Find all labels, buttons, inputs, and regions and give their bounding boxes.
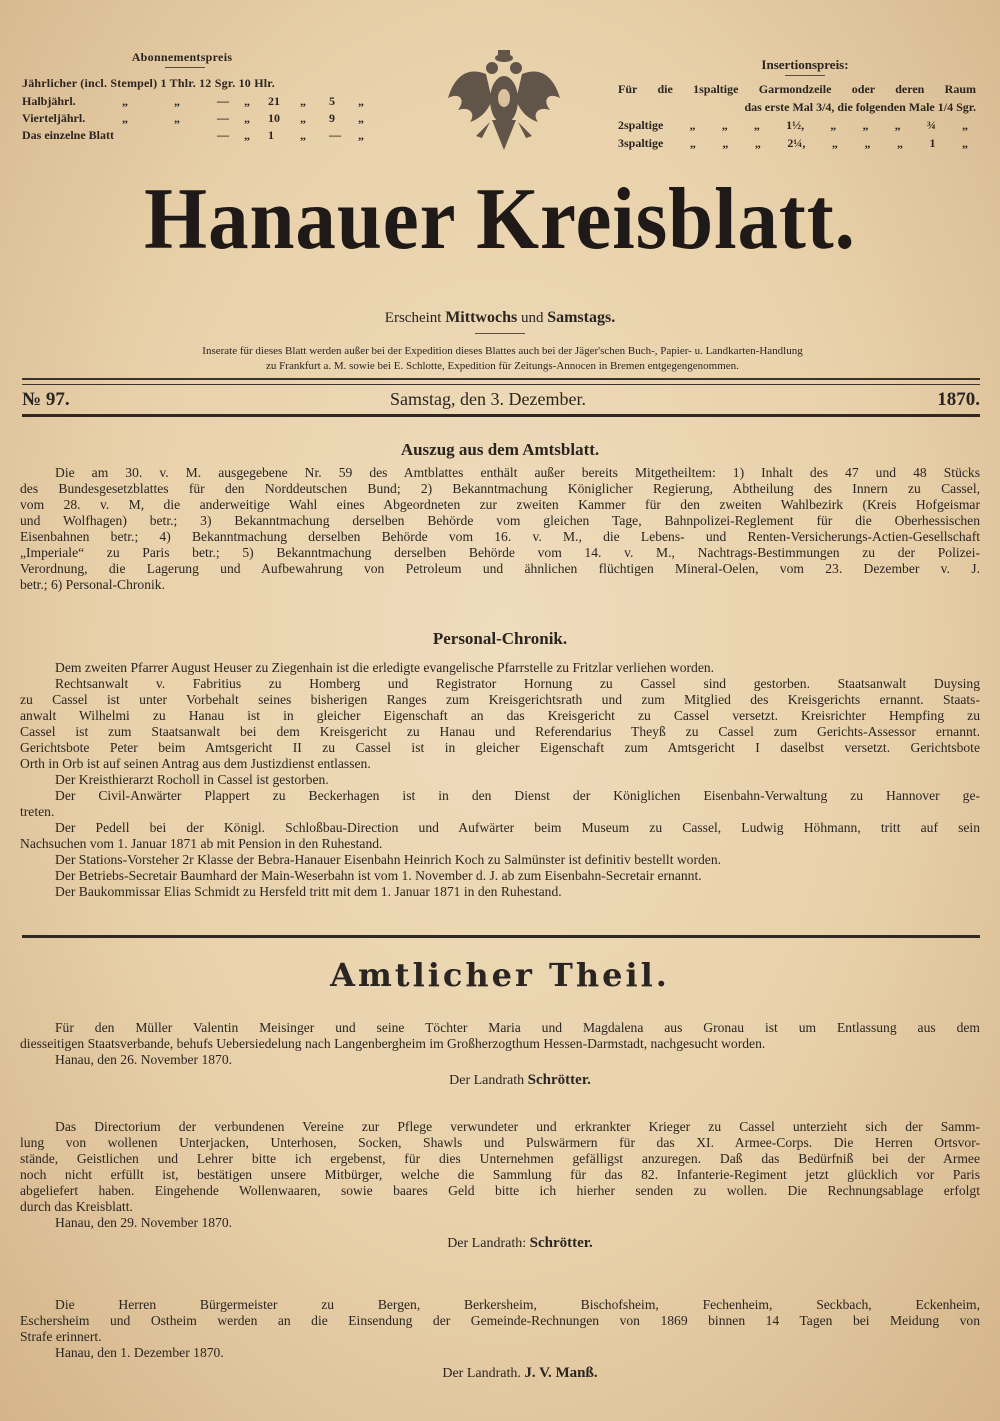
subscription-cell: „ xyxy=(244,128,250,142)
subscription-cell: „ xyxy=(122,94,128,108)
personal-chronik-paragraph xyxy=(20,772,980,788)
text-line: Der Civil-Anwärter Plappert zu Beckerhagen ist in den Dienst der Königlichen Eisenbahn-Verwaltung zu Hannover ge- xyxy=(55,788,980,803)
personal-chronik-paragraph xyxy=(20,852,980,868)
insertion-line: 3spaltige „ „ „ 2¼, „ „ „ 1 „ xyxy=(618,136,968,150)
subscription-cell: „ xyxy=(358,94,364,108)
text-line: treten. xyxy=(20,804,55,819)
appears-day-1: Mittwochs xyxy=(445,309,518,326)
text-line: betr.; 6) Personal-Chronik. xyxy=(20,577,165,592)
subscription-cell: 21 xyxy=(268,94,280,108)
section-heading-auszug: Auszug aus dem Amtsblatt. xyxy=(400,440,600,459)
personal-chronik-paragraph xyxy=(20,820,980,852)
issue-line xyxy=(22,389,980,411)
divider xyxy=(785,75,825,76)
subscription-cell: „ xyxy=(300,128,306,142)
section-heading-amtlicher-theil: Amtlicher Theil. xyxy=(330,956,670,994)
subscription-row xyxy=(22,128,364,143)
notice-signature xyxy=(20,1363,980,1383)
personal-chronik-paragraph xyxy=(20,788,980,820)
text-line: Das Directorium der verbundenen Vereine zur Pflege verwundeter und erkrankter Krieger zu Cassel unterzieht sich der Samm- xyxy=(55,1119,980,1134)
publication-days xyxy=(0,309,1000,327)
auszug-paragraph xyxy=(20,465,980,593)
section-heading-personal-chronik: Personal-Chronik. xyxy=(432,629,568,648)
subscription-cell: „ xyxy=(174,111,180,125)
signature-title: Der Landrath: xyxy=(447,1236,527,1251)
notice-date: Hanau, den 26. November 1870. xyxy=(55,1052,233,1067)
subscription-cell: „ xyxy=(174,94,180,108)
insertion-line: das erste Mal 3/4, die folgenden Male 1/4 Sgr. xyxy=(744,100,976,114)
subscription-cell: „ xyxy=(244,94,250,108)
issue-date: Samstag, den 3. Dezember. xyxy=(390,389,586,409)
text-line: des Bundesgesetzblattes für den Norddeutschen Bund; 2) Bekanntmachung Königlicher Regierung, Abtheilung des Innern zu Cassel, xyxy=(20,481,980,496)
subscription-cell: „ xyxy=(244,111,250,125)
appears-day-2: Samstags. xyxy=(547,309,616,326)
text-line: Gerichtsbote Peter beim Amtsgericht II zu Cassel ist in gleicher Eigenschaft zum Amtsgericht I daselbst versetzt. Gerichtsbote xyxy=(20,740,980,755)
subscription-cell: 10 xyxy=(268,111,280,125)
appears-and: und xyxy=(520,310,544,326)
subscription-cell: Vierteljährl. xyxy=(22,111,86,125)
subscription-row xyxy=(22,76,352,91)
personal-chronik-body xyxy=(20,660,980,900)
signature-title: Der Landrath xyxy=(449,1073,525,1088)
official-notice xyxy=(20,1297,980,1383)
subscription-cell: „ xyxy=(358,128,364,142)
text-line: Der Betriebs-Secretair Baumhard der Main-Weserbahn ist vom 1. November d. J. ab zum Eisenbahn-Secretair ernannt. xyxy=(55,868,702,883)
subscription-row xyxy=(22,111,364,126)
text-line: noch nicht erfüllt ist, bestätigen unsere Mitbürger, welche die Sammlung für das 82. Infanterie-Regiment jetzt glücklich vor Paris xyxy=(20,1167,980,1182)
text-line: durch das Kreisblatt. xyxy=(20,1199,133,1214)
personal-chronik-paragraph xyxy=(20,660,980,676)
text-line: abgeliefert haben. Eingehende Wollenwaaren, sowie baares Geld bitte ich hierher senden zu wollen. Die Rechnungsablage erfolgt xyxy=(20,1183,980,1198)
subscription-cell: „ xyxy=(358,111,364,125)
text-line: diesseitigen Staatsverbande, behufs Uebersiedelung nach Langenbergheim im Großherzogthum Hessen-Darmstadt, nachgesucht worden. xyxy=(20,1036,766,1051)
eagle-crest-icon xyxy=(446,48,562,154)
insertion-heading: Insertionspreis: xyxy=(761,57,849,72)
subscription-cell: 9 xyxy=(329,111,335,125)
subscription-cell: — xyxy=(329,128,341,142)
signature-name: Schrötter. xyxy=(529,1235,593,1251)
official-notice xyxy=(20,1119,980,1253)
insertion-line: Für die 1spaltige Garmondzeile oder deren Raum xyxy=(618,82,976,96)
text-line: Orth in Orb ist auf seinen Antrag aus dem Justizdienst entlassen. xyxy=(20,756,371,771)
subscription-cell: 1 xyxy=(268,128,274,142)
divider xyxy=(165,67,205,68)
subscription-cell: „ xyxy=(122,111,128,125)
text-line: und Wolfhagen) betr.; 3) Bekanntmachung derselben Behörde vom gleichen Tage, Bahnpolizei-Reglement für die Oberhessischen xyxy=(20,513,980,528)
text-line: Der Baukommissar Elias Schmidt zu Hersfeld tritt mit dem 1. Januar 1871 in den Ruhestand. xyxy=(55,884,562,899)
personal-chronik-paragraph xyxy=(20,868,980,884)
advertising-notice: Inserate für dieses Blatt werden außer bei der Expedition dieses Blattes auch bei der Jäger'schen Buch-, Papier- u. Landkarten-Handlung xyxy=(202,345,803,357)
subscription-cell: „ xyxy=(300,111,306,125)
subscription-row xyxy=(22,94,364,109)
official-notice xyxy=(20,1020,980,1090)
double-rule xyxy=(22,378,980,385)
text-line: Eschersheim und Ostheim werden an die Einsendung der Gemeinde-Rechnungen von 1869 binnen 14 Tagen bei Meidung von xyxy=(20,1313,980,1328)
rule xyxy=(22,935,980,938)
newspaper-title: Hanauer Kreisblatt. xyxy=(144,171,856,268)
text-line: Der Pedell bei der Königl. Schloßbau-Direction und Aufwärter beim Museum zu Cassel, Ludwig Höhmann, tritt auf sein xyxy=(55,820,980,835)
rule xyxy=(22,414,980,417)
text-line: Für den Müller Valentin Meisinger und seine Töchter Maria und Magdalena aus Gronau ist um Entlassung aus dem xyxy=(55,1020,980,1035)
text-line: Dem zweiten Pfarrer August Heuser zu Ziegenhain ist die erledigte evangelische Pfarrstelle zu Fritzlar verliehen worden. xyxy=(55,660,715,675)
subscription-row-text: Jährlicher (incl. Stempel) 1 Thlr. 12 Sgr. 10 Hlr. xyxy=(22,76,275,90)
signature-name: Schrötter. xyxy=(527,1072,591,1088)
subscription-cell: — xyxy=(217,94,229,108)
text-line: „Imperiale“ zu Paris betr.; 5) Bekanntmachung derselben Behörde vom 14. v. M., Nachtrags-Bestimmungen zu der Polizei- xyxy=(20,545,980,560)
text-line: Nachsuchen vom 1. Januar 1871 ab mit Pension in den Ruhestand. xyxy=(20,836,383,851)
text-line: anwalt Wilhelmi zu Hanau ist in gleicher Eigenschaft an das Kreisgericht zu Cassel versetzt. Kreisrichter Hempfing zu xyxy=(20,708,980,723)
notice-date: Hanau, den 1. Dezember 1870. xyxy=(55,1345,224,1360)
subscription-cell: Halbjährl. xyxy=(22,94,76,108)
text-line: lung von wollenen Unterjacken, Unterhosen, Socken, Shawls und Pulswärmern für das XI. Armee-Corps. Die Herren Ortsvor- xyxy=(20,1135,980,1150)
personal-chronik-paragraph xyxy=(20,884,980,900)
text-line: vom 28. v. M, die anderweitige Wahl eines Abgeordneten zur zweiten Kammer für den zweiten Wahlbezirk (Kreis Hofgeismar xyxy=(20,497,980,512)
text-line: Eisenbahnen betr.; 4) Bekanntmachung derselben Behörde vom 16. v. M., die Lebens- und Renten-Versicherungs-Actien-Gesellschaft xyxy=(20,529,980,544)
text-line: Strafe erinnert. xyxy=(20,1329,102,1344)
text-line: Die Herren Bürgermeister zu Bergen, Berkersheim, Bischofsheim, Fechenheim, Seckbach, Eckenheim, xyxy=(55,1297,980,1312)
text-line: Verordnung, die Lagerung und Aufbewahrung von Petroleum und ähnlichen flüchtigen Mineral-Oelen, vom 23. Dezember v. J. xyxy=(20,561,980,576)
subscription-cell: „ xyxy=(300,94,306,108)
text-line: Cassel ist zum Staatsanwalt bei dem Kreisgericht zu Hanau und Referendarius Theyß zu Cassel zum Gerichts-Assessor ernannt. xyxy=(20,724,980,739)
subscription-cell: 5 xyxy=(329,94,335,108)
divider xyxy=(475,333,525,334)
text-line: stände, Geistlichen und Lehrer bitte ich ergebenst, für dies Unternehmen gefälligst anzuregen. Daß das Bedürfniß bei der Armee xyxy=(20,1151,980,1166)
advertising-notice: zu Frankfurt a. M. sowie bei E. Schlotte, Expedition für Zeitungs-Annocen in Bremen entgegengenommen. xyxy=(266,360,739,372)
text-line: Die am 30. v. M. ausgegebene Nr. 59 des Amtblattes enthält außer bereits Mitgetheiltem: 1) Inhalt des 47 und 48 Stücks xyxy=(55,465,980,480)
subscription-cell: Das einzelne Blatt xyxy=(22,128,114,142)
subscription-cell: — xyxy=(217,128,229,142)
text-line: Rechtsanwalt v. Fabritius zu Homberg und Registrator Hornung zu Cassel sind gestorben. Staatsanwalt Duysing xyxy=(55,676,980,691)
personal-chronik-paragraph xyxy=(20,676,980,772)
text-line: zu Cassel ist unter Vorbehalt seines bisherigen Ranges zum Kreisgerichtsrath und zum Mitglied des Kreisgerichts ernannt. Staats- xyxy=(20,692,980,707)
insertion-line: 2spaltige „ „ „ 1½, „ „ „ ¾ „ xyxy=(618,118,968,132)
notice-signature xyxy=(20,1233,980,1253)
issue-year: 1870. xyxy=(937,389,980,410)
notice-signature xyxy=(20,1070,980,1090)
appears-prefix: Erscheint xyxy=(384,310,442,326)
issue-number: № 97. xyxy=(22,389,70,410)
signature-title: Der Landrath. xyxy=(442,1366,521,1381)
signature-name: J. V. Manß. xyxy=(524,1365,598,1381)
text-line: Der Kreisthierarzt Rocholl in Cassel ist gestorben. xyxy=(55,772,329,787)
text-line: Der Stations-Vorsteher 2r Klasse der Bebra-Hanauer Eisenbahn Heinrich Koch zu Salmünster ist definitiv bestellt worden. xyxy=(55,852,722,867)
notice-date: Hanau, den 29. November 1870. xyxy=(55,1215,233,1230)
subscription-heading: Abonnementspreis xyxy=(131,50,233,64)
subscription-cell: — xyxy=(217,111,229,125)
